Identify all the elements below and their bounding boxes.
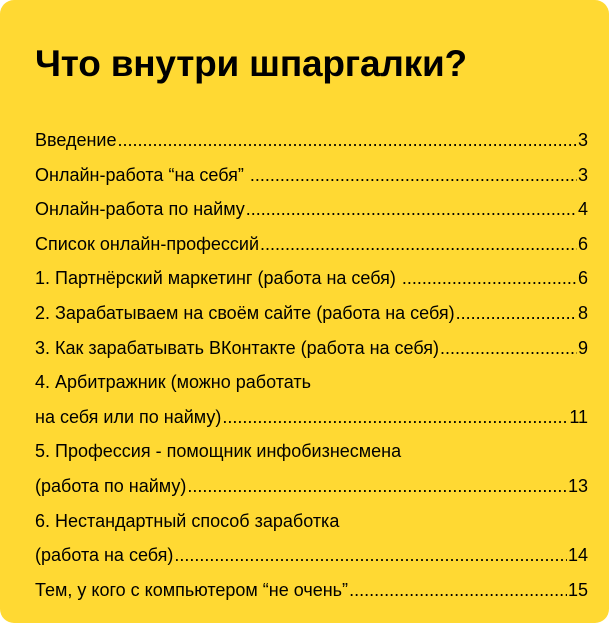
toc-item-nonstandard-income-line1[interactable] bbox=[35, 504, 588, 539]
dot-leader bbox=[260, 227, 577, 262]
dot-leader bbox=[222, 400, 568, 435]
toc-item-professions-list[interactable] bbox=[35, 227, 588, 262]
toc-page-number: 3 bbox=[577, 164, 588, 185]
dot-leader bbox=[440, 331, 577, 366]
toc-page-number: 6 bbox=[577, 268, 588, 289]
toc-item-label: 6. Нестандартный способ заработка bbox=[35, 510, 340, 531]
toc-item-label: 1. Партнёрский маркетинг (работа на себя) bbox=[35, 268, 401, 289]
dot-leader bbox=[187, 469, 567, 504]
toc-item-label-continuation: на себя или по найму) bbox=[35, 406, 222, 427]
dot-leader bbox=[349, 573, 567, 608]
toc-page-number: 6 bbox=[577, 233, 588, 254]
toc-item-label: 3. Как зарабатывать ВКонтакте (работа на себя) bbox=[35, 337, 439, 358]
toc-item-label: 4. Арбитражник (можно работать bbox=[35, 372, 311, 393]
toc-item-nonstandard-income-line2[interactable] bbox=[35, 538, 588, 573]
toc-page-number: 14 bbox=[567, 545, 588, 566]
page-title: Что внутри шпаргалки? bbox=[35, 43, 467, 84]
toc-item-label: Список онлайн-профессий bbox=[35, 233, 260, 254]
toc-item-online-hired-work[interactable] bbox=[35, 192, 588, 227]
toc-item-label: Тем, у кого с компьютером “не очень” bbox=[35, 579, 349, 600]
toc-item-infobusiness-assistant-line2[interactable] bbox=[35, 469, 588, 504]
toc-item-affiliate-marketing[interactable] bbox=[35, 261, 588, 296]
toc-item-label: 5. Профессия - помощник инфобизнесмена bbox=[35, 441, 402, 462]
toc-item-label: Введение bbox=[35, 130, 117, 150]
toc-item-label: 2. Зарабатываем на своём сайте (работа на себя) bbox=[35, 302, 455, 323]
dot-leader bbox=[118, 123, 577, 158]
toc-item-computer-beginners[interactable] bbox=[35, 573, 588, 608]
toc-item-arbitrage-line1[interactable] bbox=[35, 365, 588, 400]
toc-item-infobusiness-assistant-line1[interactable] bbox=[35, 434, 588, 469]
dot-leader bbox=[174, 538, 567, 573]
toc-item-vkontakte[interactable] bbox=[35, 331, 588, 366]
toc-page-number: 15 bbox=[567, 579, 588, 600]
toc-page-number: 13 bbox=[567, 475, 588, 496]
dot-leader bbox=[456, 296, 577, 331]
dot-leader bbox=[250, 158, 577, 193]
toc-item-own-site[interactable] bbox=[35, 296, 588, 331]
toc-item-online-self-work[interactable] bbox=[35, 158, 588, 193]
toc-item-arbitrage-line2[interactable] bbox=[35, 400, 588, 435]
toc-page-number: 8 bbox=[577, 302, 588, 323]
dot-leader bbox=[246, 192, 577, 227]
toc-item-label: Онлайн-работа по найму bbox=[35, 199, 245, 220]
toc-page-number: 4 bbox=[577, 199, 588, 220]
toc-item-label: Онлайн-работа “на себя” bbox=[35, 164, 249, 185]
toc-item-label-continuation: (работа на себя) bbox=[35, 545, 174, 566]
table-of-contents bbox=[35, 123, 588, 607]
toc-page-number: 3 bbox=[577, 130, 588, 150]
toc-item-label-continuation: (работа по найму) bbox=[35, 475, 187, 496]
toc-item-introduction[interactable] bbox=[35, 123, 588, 158]
toc-page-number: 11 bbox=[569, 406, 588, 427]
dot-leader bbox=[402, 261, 577, 296]
toc-page-number: 9 bbox=[577, 337, 588, 358]
